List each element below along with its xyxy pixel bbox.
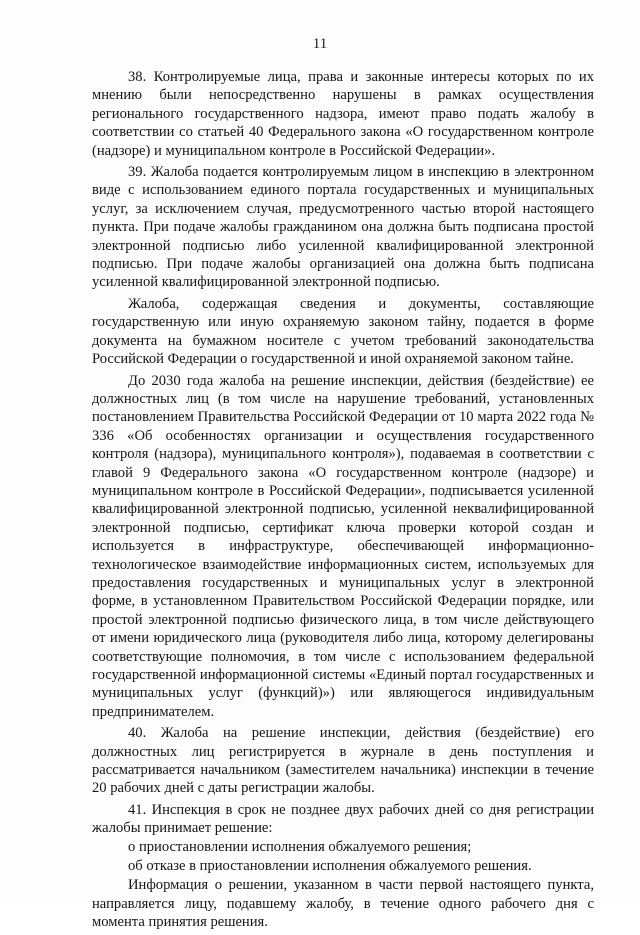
paragraph-39: 39. Жалоба подается контролируемым лицом в инспекцию в электронном виде с использованием единого портала государственных и муниципальных услуг, за исключением случая, предусмотренного частью второй настоящего пункта. При подаче жалобы гражданином она должна быть подписана простой электронной подписью либо усиленной квалифицированной электронной подписью. При подаче жалобы организацией она должна быть подписана усиленной квалифицированной электронной подписью. (92, 164, 594, 291)
paragraph-38: 38. Контролируемые лица, права и законные интересы которых по их мнению были непосредственно нарушены в рамках осуществления регионального государственного надзора, имеют право подать жалобу в соответствии со статьей 40 Федерального закона «О государственном контроле (надзоре) и муниципальном контроле в Российской Федерации». (92, 69, 594, 159)
paragraph-39-secret-complaints: Жалоба, содержащая сведения и документы, составляющие государственную или иную охраняемую законом тайну, подается в форме документа на бумажном носителе с учетом требований законодательства Российской Федерации о государственной и иной охраняемой законом тайне. (92, 295, 594, 368)
paragraph-41-notification: Информация о решении, указанном в части первой настоящего пункта, направляется лицу, подавшему жалобу, в течение одного рабочего дня с момента принятия решения. (92, 877, 594, 931)
paragraph-41-option-refuse: об отказе в приостановлении исполнения обжалуемого решения. (128, 858, 532, 875)
paragraph-40: 40. Жалоба на решение инспекции, действия (бездействие) его должностных лиц регистрируется в журнале в день поступления и рассматривается начальником (заместителем начальника) инспекции в течение 20 рабочих дней с даты регистрации жалобы. (92, 725, 594, 797)
paragraph-39-signature-until-2030: До 2030 года жалоба на решение инспекции, действия (бездействие) ее должностных лиц (в том числе на нарушение требований, установленных постановлением Правительства Российской Федерации от 10 марта 2022 года № 336 «Об особенностях организации и осуществления государственного контроля (надзора), муниципального контроля»), подаваемая в соответствии с главой 9 Федерального закона «О государственном контроле (надзоре) и муниципальном контроле в Российской Федерации», подписывается усиленной квалифицированной электронной подписью, усиленной неквалифицированной электронной подписью, сертификат ключа проверки которой создан и используется в инфраструктуре, обеспечивающей информационно-технологическое взаимодействие информационных систем, используемых для предоставления государственных и муниципальных услуг в электронной форме, в установленном Правительством Российской Федерации порядке, или простой электронной подписью физического лица, в том числе действующего от имени юридического лица (руководителя либо лица, которому делегированы соответствующие полномочия, в том числе с использованием федеральной государственной информационной системы «Единый портал государственных и муниципальных услуг (функций)») или являющегося индивидуальным предпринимателем. (92, 372, 594, 720)
document-body (92, 68, 594, 935)
paragraph-41: 41. Инспекция в срок не позднее двух рабочих дней со дня регистрации жалобы принимает решение: (92, 801, 594, 837)
page-number: 11 (312, 36, 328, 52)
paragraph-41-option-suspend: о приостановлении исполнения обжалуемого решения; (128, 838, 472, 855)
